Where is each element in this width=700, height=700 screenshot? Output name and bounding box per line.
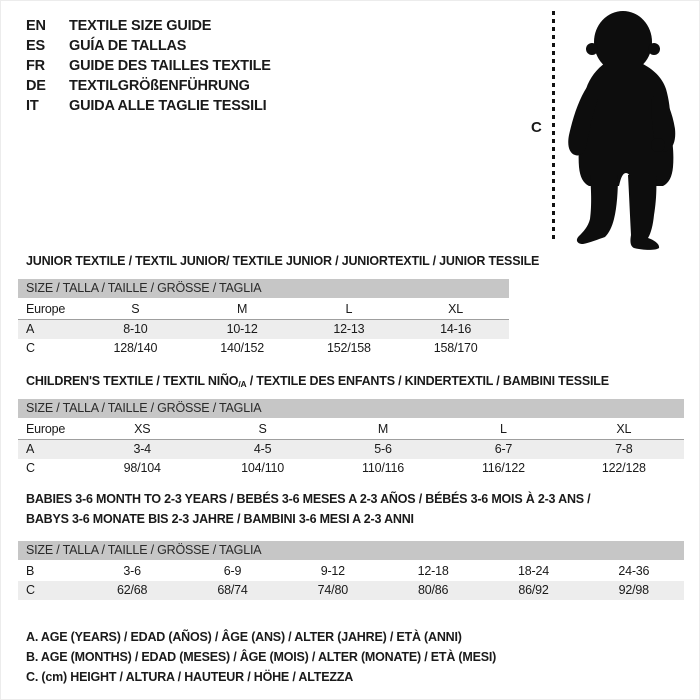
babies-section-heading xyxy=(26,489,590,529)
height-cell: 74/80 xyxy=(317,583,348,597)
height-cell: 110/116 xyxy=(362,461,404,475)
language-code: DE xyxy=(26,78,46,94)
row-label: Europe xyxy=(26,422,66,436)
row-label: C xyxy=(26,341,35,355)
row-label: C xyxy=(26,461,35,475)
measurement-figure xyxy=(531,1,700,253)
babies-size-table xyxy=(18,541,684,600)
height-cell: 62/68 xyxy=(117,583,148,597)
age-cell: 7-8 xyxy=(615,442,633,456)
legend-line-c: C. (cm) HEIGHT / ALTURA / HAUTEUR / HÖHE / ALTEZZA xyxy=(26,670,354,684)
height-cell: 92/98 xyxy=(618,583,649,597)
months-cell: 3-6 xyxy=(123,564,141,578)
size-cell: M xyxy=(237,302,248,316)
heading-text: CHILDREN'S TEXTILE / TEXTIL NIÑO xyxy=(26,374,239,388)
height-cell: 122/128 xyxy=(601,461,646,475)
months-cell: 18-24 xyxy=(517,564,549,578)
language-code: IT xyxy=(26,98,39,114)
table-row-height xyxy=(18,581,684,600)
height-cell: 68/74 xyxy=(217,583,248,597)
list-item xyxy=(26,56,271,76)
age-cell: 10-12 xyxy=(226,322,258,336)
height-cell: 158/170 xyxy=(433,341,478,355)
height-cell: 98/104 xyxy=(123,461,161,475)
size-cell: M xyxy=(377,422,389,436)
months-cell: 12-18 xyxy=(417,564,449,578)
size-cell: XL xyxy=(616,422,632,436)
age-cell: 5-6 xyxy=(374,442,392,456)
size-header-row: SIZE / TALLA / TAILLE / GRÖSSE / TAGLIA xyxy=(18,279,509,298)
size-cell: S xyxy=(131,302,140,316)
months-cell: 24-36 xyxy=(618,564,650,578)
language-code: EN xyxy=(26,18,46,34)
row-label: Europe xyxy=(26,302,66,316)
legend-line-a: A. AGE (YEARS) / EDAD (AÑOS) / ÂGE (ANS) / ALTER (JAHRE) / ETÀ (ANNI) xyxy=(26,630,462,644)
height-cell: 80/86 xyxy=(418,583,449,597)
table-row-europe xyxy=(18,420,684,440)
heading-text: / TEXTILE DES ENFANTS / KINDERTEXTIL / BAMBINI TESSILE xyxy=(246,374,609,388)
age-cell: 3-4 xyxy=(133,442,151,456)
language-title: GUÍA DE TALLAS xyxy=(69,38,187,54)
size-cell: XL xyxy=(448,302,464,316)
list-item xyxy=(26,36,271,56)
table-row-height xyxy=(18,459,684,478)
size-header-row: SIZE / TALLA / TAILLE / GRÖSSE / TAGLIA xyxy=(18,399,684,418)
heading-line: BABYS 3-6 MONATE BIS 2-3 JAHRE / BAMBINI 3-6 MESI A 2-3 ANNI xyxy=(26,512,414,526)
table-row-height xyxy=(18,339,509,358)
row-label: C xyxy=(26,583,35,597)
table-row-months xyxy=(18,562,684,581)
measure-legend xyxy=(26,627,496,687)
heading-subscript: /A xyxy=(238,379,247,389)
heading-line: BABIES 3-6 MONTH TO 2-3 YEARS / BEBÉS 3-6 MESES A 2-3 AÑOS / BÉBÉS 3-6 MOIS À 2-3 ANS / xyxy=(26,492,591,506)
language-code: FR xyxy=(26,58,45,74)
toddler-silhouette-icon xyxy=(559,5,699,251)
row-label: B xyxy=(26,564,35,578)
junior-section-heading: JUNIOR TEXTILE / TEXTIL JUNIOR/ TEXTILE JUNIOR / JUNIORTEXTIL / JUNIOR TESSILE xyxy=(26,254,540,268)
age-cell: 8-10 xyxy=(123,322,148,336)
months-cell: 9-12 xyxy=(320,564,345,578)
height-measure-label: C xyxy=(531,119,542,136)
age-cell: 12-13 xyxy=(333,322,365,336)
size-header-row: SIZE / TALLA / TAILLE / GRÖSSE / TAGLIA xyxy=(18,541,684,560)
language-list xyxy=(26,16,271,116)
row-label: A xyxy=(26,322,35,336)
age-cell: 14-16 xyxy=(440,322,472,336)
table-row-age xyxy=(18,320,509,339)
language-code: ES xyxy=(26,38,45,54)
list-item xyxy=(26,96,271,116)
height-cell: 116/122 xyxy=(481,461,525,475)
age-cell: 4-5 xyxy=(253,442,272,456)
months-cell: 6-9 xyxy=(223,564,242,578)
size-cell: S xyxy=(258,422,267,436)
language-title: TEXTILE SIZE GUIDE xyxy=(69,18,212,34)
list-item xyxy=(26,76,271,96)
height-cell: 104/110 xyxy=(241,461,285,475)
height-cell: 140/152 xyxy=(220,341,265,355)
row-label: A xyxy=(26,442,35,456)
language-title: TEXTILGRÖßENFÜHRUNG xyxy=(69,78,250,94)
junior-size-table xyxy=(18,279,509,358)
children-section-heading xyxy=(26,371,609,394)
height-cell: 128/140 xyxy=(113,341,158,355)
language-title: GUIDE DES TAILLES TEXTILE xyxy=(69,58,271,74)
height-cell: 86/92 xyxy=(518,583,549,597)
table-row-europe xyxy=(18,300,509,320)
size-cell: L xyxy=(500,422,507,436)
size-cell: L xyxy=(345,302,353,316)
legend-line-b: B. AGE (MONTHS) / EDAD (MESES) / ÂGE (MOIS) / ALTER (MONATE) / ETÀ (MESI) xyxy=(26,650,497,664)
size-cell: XS xyxy=(134,422,151,436)
age-cell: 6-7 xyxy=(494,442,513,456)
children-size-table xyxy=(18,399,684,478)
table-row-age xyxy=(18,440,684,459)
list-item xyxy=(26,16,271,36)
language-title: GUIDA ALLE TAGLIE TESSILI xyxy=(69,98,267,114)
height-cell: 152/158 xyxy=(326,341,371,355)
height-dashed-line xyxy=(552,11,555,241)
